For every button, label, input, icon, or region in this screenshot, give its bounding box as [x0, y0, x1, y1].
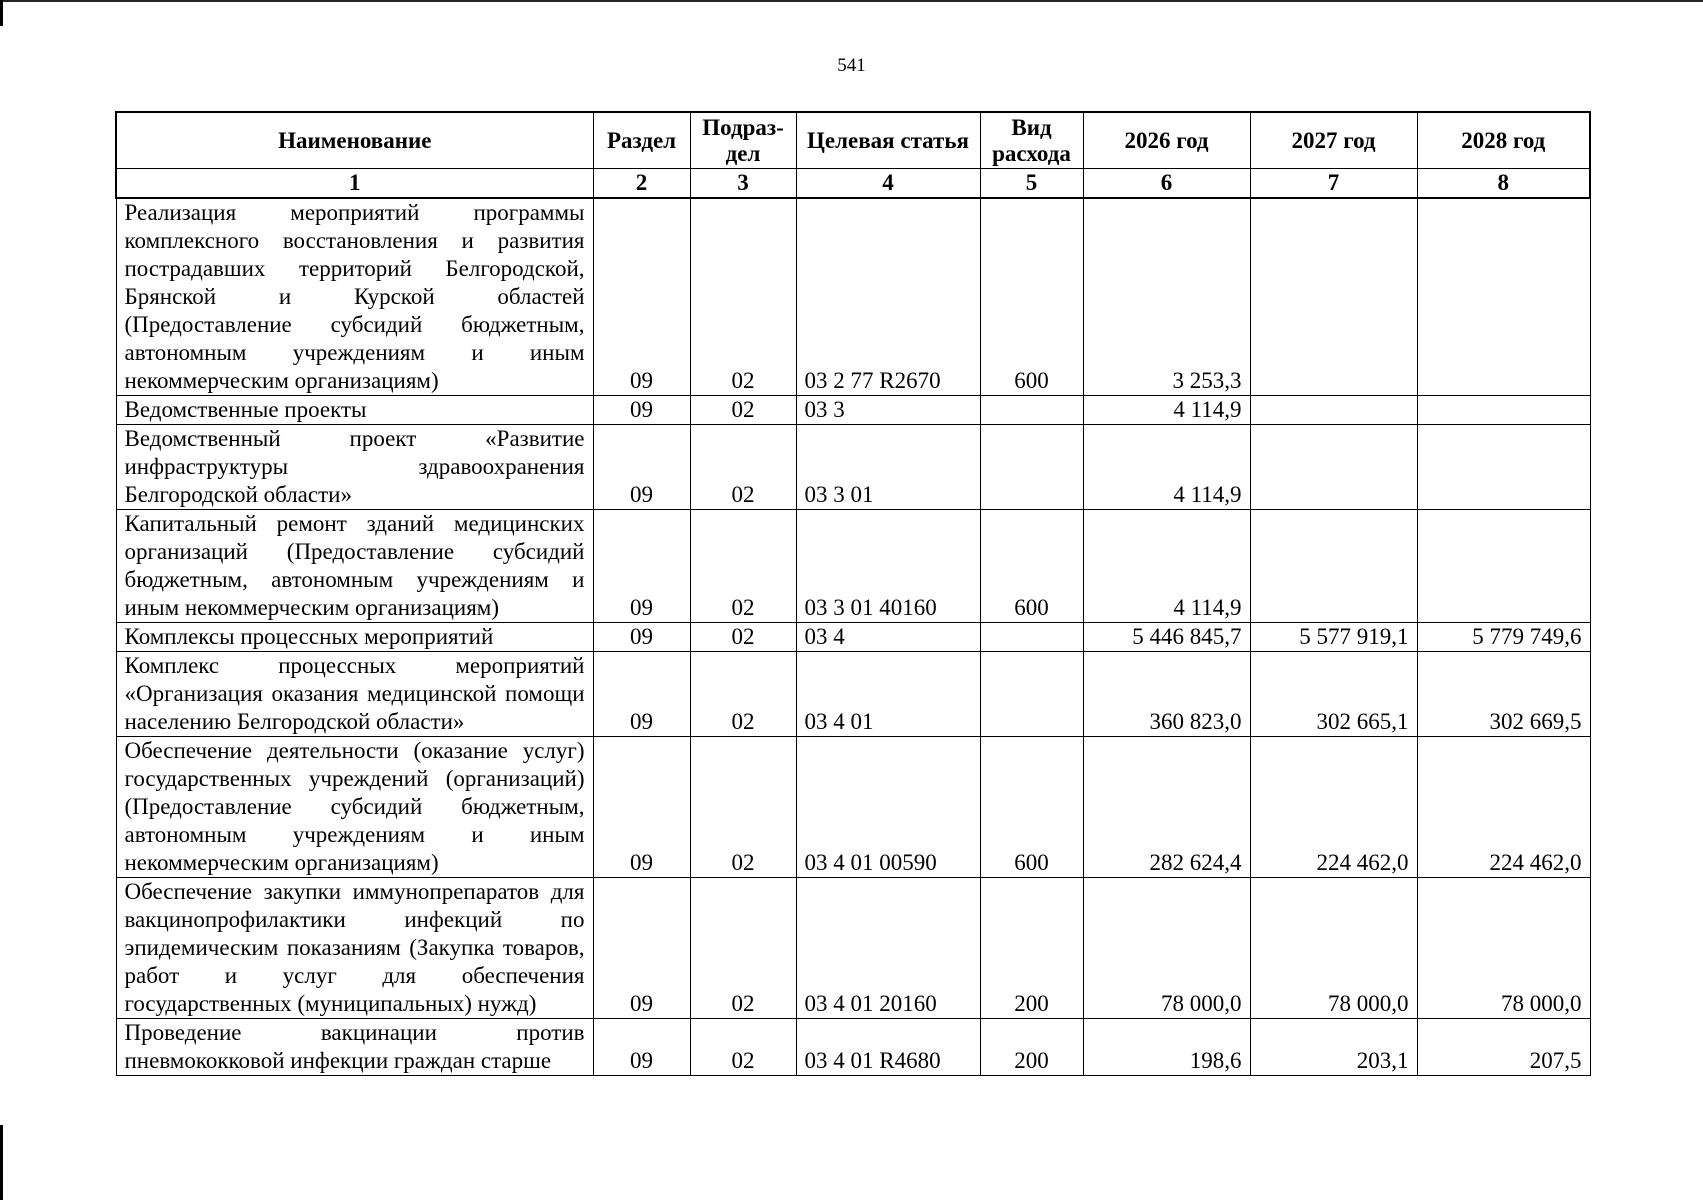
row-name: Капитальный ремонт зданий медицинских организаций (Предоставление субсидий бюджетным, автономным учреждениям и иным некоммерческим организациям)	[116, 510, 593, 623]
row-expense-type: 600	[980, 737, 1083, 878]
row-2026: 360 823,0	[1083, 652, 1250, 737]
row-section: 09	[593, 198, 690, 396]
row-expense-type	[980, 623, 1083, 652]
row-section: 09	[593, 510, 690, 623]
row-subsection: 02	[690, 623, 796, 652]
row-2028	[1417, 425, 1590, 510]
row-section: 09	[593, 1019, 690, 1076]
row-2026: 198,6	[1083, 1019, 1250, 1076]
header-2026: 2026 год	[1083, 112, 1250, 169]
row-name: Реализация мероприятий программы комплексного восстановления и развития пострадавших территорий Белгородской, Брянской и Курской областей (Предоставление субсидий бюджетным, автономным учреждениям и иным некоммерческим организациям)	[116, 198, 593, 396]
row-section: 09	[593, 396, 690, 425]
header-number: 7	[1250, 169, 1417, 199]
scan-edge-top	[0, 0, 1703, 2]
row-2028: 224 462,0	[1417, 737, 1590, 878]
row-subsection: 02	[690, 510, 796, 623]
row-expense-type: 600	[980, 510, 1083, 623]
row-target: 03 3 01 40160	[796, 510, 980, 623]
row-2027: 78 000,0	[1250, 878, 1417, 1019]
scan-edge-corner	[0, 0, 3, 26]
row-section: 09	[593, 737, 690, 878]
row-expense-type: 200	[980, 878, 1083, 1019]
header-number: 8	[1417, 169, 1590, 199]
row-expense-type: 200	[980, 1019, 1083, 1076]
row-2027: 224 462,0	[1250, 737, 1417, 878]
row-expense-type: 600	[980, 198, 1083, 396]
page-number: 541	[837, 55, 866, 76]
table-row	[116, 510, 1590, 623]
row-target: 03 3	[796, 396, 980, 425]
table-body	[116, 198, 1590, 1076]
header-2027: 2027 год	[1250, 112, 1417, 169]
row-2027: 203,1	[1250, 1019, 1417, 1076]
table-row	[116, 878, 1590, 1019]
row-subsection: 02	[690, 396, 796, 425]
row-expense-type	[980, 652, 1083, 737]
table-row	[116, 737, 1590, 878]
row-2028	[1417, 510, 1590, 623]
row-subsection: 02	[690, 737, 796, 878]
row-expense-type	[980, 425, 1083, 510]
row-expense-type	[980, 396, 1083, 425]
row-2028	[1417, 396, 1590, 425]
row-section: 09	[593, 623, 690, 652]
row-subsection: 02	[690, 425, 796, 510]
row-2027	[1250, 425, 1417, 510]
row-target: 03 2 77 R2670	[796, 198, 980, 396]
row-name: Ведомственный проект «Развитие инфраструктуры здравоохранения Белгородской области»	[116, 425, 593, 510]
table-row	[116, 652, 1590, 737]
row-2026: 4 114,9	[1083, 510, 1250, 623]
row-name: Ведомственные проекты	[116, 396, 593, 425]
scan-edge-left	[0, 1125, 3, 1200]
row-2026: 5 446 845,7	[1083, 623, 1250, 652]
row-2028: 207,5	[1417, 1019, 1590, 1076]
row-name: Обеспечение деятельности (оказание услуг) государственных учреждений (организаций) (Предоставление субсидий бюджетным, автономным учреждениям и иным некоммерческим организациям)	[116, 737, 593, 878]
header-expense-type: Вид расхода	[980, 112, 1083, 169]
header-number: 3	[690, 169, 796, 199]
header-number: 1	[116, 169, 593, 199]
row-2026: 4 114,9	[1083, 396, 1250, 425]
header-number: 2	[593, 169, 690, 199]
row-subsection: 02	[690, 652, 796, 737]
row-2028	[1417, 198, 1590, 396]
table-row	[116, 623, 1590, 652]
row-name: Комплекс процессных мероприятий «Организация оказания медицинской помощи населению Белгородской области»	[116, 652, 593, 737]
table-row	[116, 1019, 1590, 1076]
row-target: 03 4 01 R4680	[796, 1019, 980, 1076]
header-target: Целевая статья	[796, 112, 980, 169]
row-section: 09	[593, 878, 690, 1019]
row-2026: 4 114,9	[1083, 425, 1250, 510]
row-subsection: 02	[690, 198, 796, 396]
header-name: Наименование	[116, 112, 593, 169]
row-2026: 282 624,4	[1083, 737, 1250, 878]
budget-table	[115, 111, 1591, 1076]
table-row	[116, 198, 1590, 396]
row-subsection: 02	[690, 1019, 796, 1076]
row-2028: 302 669,5	[1417, 652, 1590, 737]
table-row	[116, 396, 1590, 425]
header-row	[116, 112, 1590, 169]
row-2028: 5 779 749,6	[1417, 623, 1590, 652]
row-name: Обеспечение закупки иммунопрепаратов для вакцинопрофилактики инфекций по эпидемическим показаниям (Закупка товаров, работ и услуг для обеспечения государственных (муниципальных) нужд)	[116, 878, 593, 1019]
row-2028: 78 000,0	[1417, 878, 1590, 1019]
row-target: 03 3 01	[796, 425, 980, 510]
header-number: 6	[1083, 169, 1250, 199]
table-header	[116, 112, 1590, 198]
row-2027: 302 665,1	[1250, 652, 1417, 737]
row-2027	[1250, 198, 1417, 396]
row-2027	[1250, 396, 1417, 425]
header-section: Раздел	[593, 112, 690, 169]
row-target: 03 4 01 00590	[796, 737, 980, 878]
row-section: 09	[593, 425, 690, 510]
row-2027: 5 577 919,1	[1250, 623, 1417, 652]
row-section: 09	[593, 652, 690, 737]
row-target: 03 4	[796, 623, 980, 652]
row-2027	[1250, 510, 1417, 623]
header-number: 4	[796, 169, 980, 199]
header-2028: 2028 год	[1417, 112, 1590, 169]
row-2026: 3 253,3	[1083, 198, 1250, 396]
row-name: Проведение вакцинации против пневмококковой инфекции граждан старше	[116, 1019, 593, 1076]
row-subsection: 02	[690, 878, 796, 1019]
header-number: 5	[980, 169, 1083, 199]
row-target: 03 4 01 20160	[796, 878, 980, 1019]
table-row	[116, 425, 1590, 510]
row-target: 03 4 01	[796, 652, 980, 737]
header-subsection: Подраз-дел	[690, 112, 796, 169]
row-name: Комплексы процессных мероприятий	[116, 623, 593, 652]
row-2026: 78 000,0	[1083, 878, 1250, 1019]
header-number-row	[116, 169, 1590, 199]
